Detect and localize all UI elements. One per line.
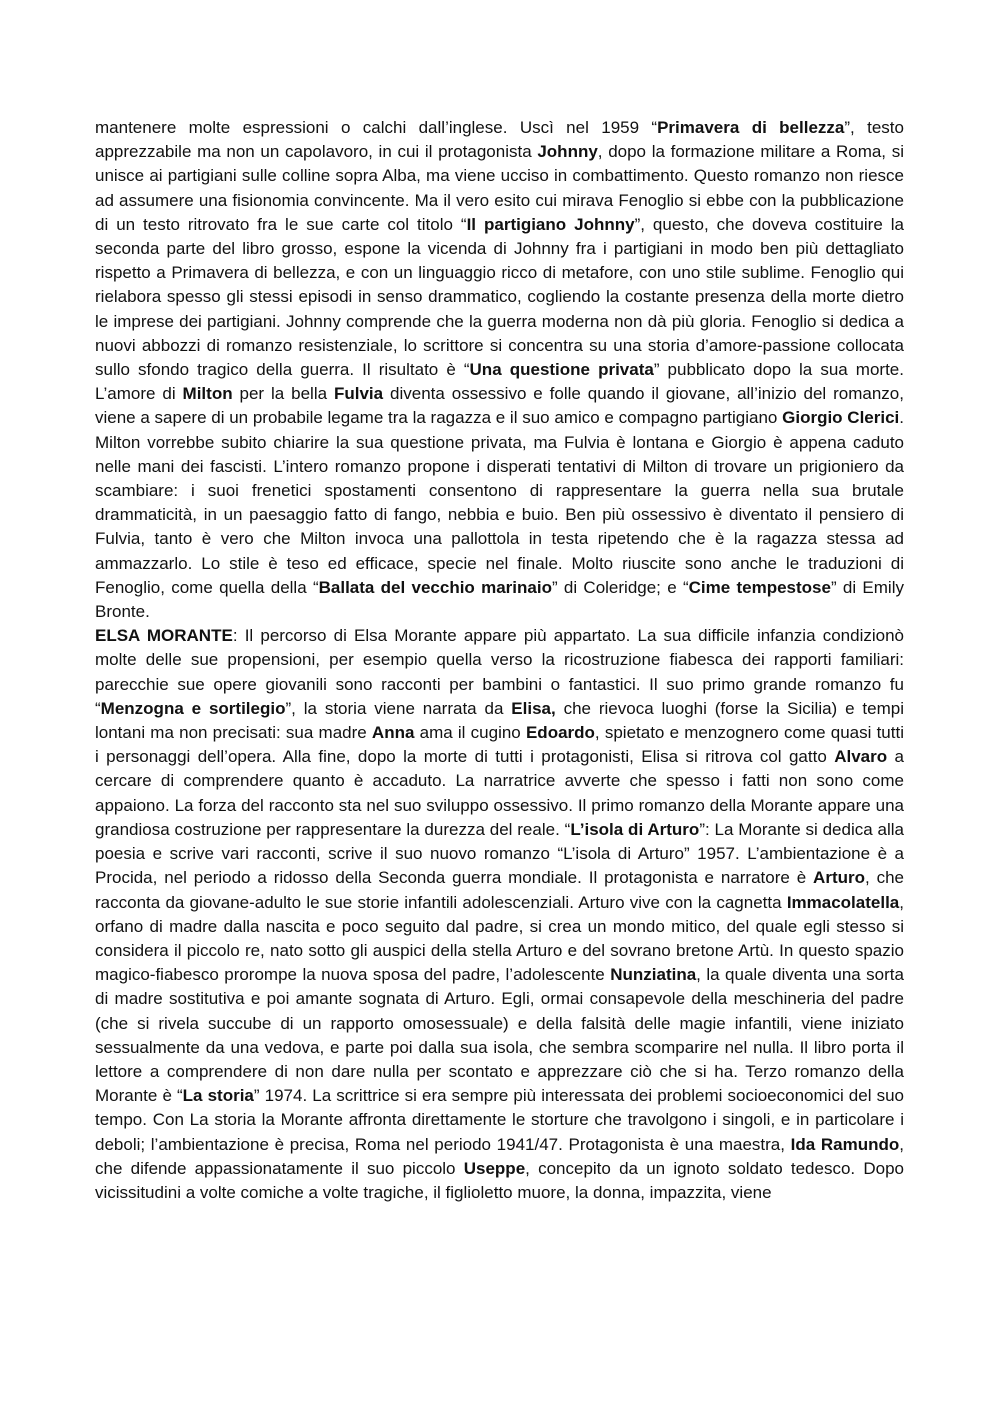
bold-term: Ida Ramundo <box>790 1134 900 1154</box>
text-run: . Milton vorrebbe subito chiarire la sua questione privata, ma Fulvia è lontana e Giorgio è appena caduto nelle mani dei fascisti. L’intero romanzo propone i disperati tentativi di Milton di trovare un prigioniero da scambiare: i suoi frenetici spostamenti consentono di rappresentare la guerra nella sua brutale drammaticità, in un paesaggio fatto di fango, nebbia e buio. Ben più ossessivo è diventato il pensiero di Fulvia, tanto è vero che Milton invoca una pallottola in testa ripetendo che è la ragazza stessa ad ammazzarlo. Lo stile è teso ed efficace, specie nel finale. Molto riuscite sono anche le traduzioni di Fenoglio, come quella della “ <box>95 408 904 597</box>
bold-term: Primavera di bellezza <box>657 118 845 137</box>
text-run: , dopo la formazione militare a Roma, si unisce ai partigiani sulle colline sopra Alba, ma viene ucciso in combattimento. Questo romanzo non riesce ad assumere una fisionomia convincente. Ma il vero esito cui mirava Fenoglio si ebbe con la pubblicazione di un testo ritrovato fra le sue carte col titolo “ <box>95 142 904 234</box>
text-run: , la quale diventa una sorta di madre sostitutiva e poi amante sognata di Arturo. Egli, ormai consapevole della meschineria del padre (che si rivela succube di un rapporto omosessuale) e della falsità delle magie infantili, viene iniziato sessualmente da una vedova, e parte poi dalla sua isola, che sembra scomparire nel nulla. Il libro porta il lettore a comprendere di non dare nulla per scontato e apprezzare ciò che si ha. Terzo romanzo della Morante è “ <box>95 965 904 1106</box>
bold-term: Useppe <box>463 1158 526 1178</box>
text-run: , spietato e menzognero come quasi tutti i personaggi dell’opera. Alla fine, dopo la morte di tutti i protagonisti, Elisa si ritrova col gatto <box>95 723 904 767</box>
text-run: , che difende appassionatamente il suo piccolo <box>95 1134 904 1178</box>
paragraph-fenoglio <box>95 116 904 624</box>
document-page <box>95 116 904 1205</box>
text-run: diventa ossessivo e folle quando il giovane, all’inizio del romanzo, viene a sapere di un probabile legame tra la ragazza e il suo amico e compagno partigiano <box>95 384 904 428</box>
text-run: mantenere molte espressioni o calchi dall’inglese. Uscì nel 1959 “ <box>95 118 658 137</box>
text-run: ama il cugino <box>414 723 526 743</box>
bold-term: Elisa, <box>511 698 556 718</box>
text-run: ” 1974. La scrittrice si era sempre più interessata dei problemi socioeconomici del suo tempo. Con La storia la Morante affronta direttamente le storture che travolgono i singoli, e in particolare i deboli; l’ambientazione è precisa, Roma nel periodo 1941/47. Protagonista è una maestra, <box>95 1086 904 1154</box>
bold-term: Edoardo <box>525 723 595 743</box>
bold-term: Nunziatina <box>610 965 697 985</box>
bold-term: Anna <box>371 723 415 743</box>
text-run: ”, testo apprezzabile ma non un capolavoro, in cui il protagonista <box>95 118 904 162</box>
bold-term: Il partigiano Johnny <box>466 214 635 234</box>
bold-term: Milton <box>182 384 233 404</box>
bold-term: Ballata del vecchio marinaio <box>318 577 552 597</box>
bold-term: Menzogna e sortilegio <box>100 698 286 718</box>
bold-term: La storia <box>182 1086 254 1106</box>
bold-term: Arturo <box>813 868 865 888</box>
bold-term: Cime tempestose <box>688 577 831 597</box>
bold-term: ELSA MORANTE <box>95 626 233 646</box>
text-run: ” di Emily Bronte. <box>95 577 904 622</box>
bold-term: Fulvia <box>333 384 384 404</box>
text-run: per la bella <box>232 384 334 404</box>
bold-term: Johnny <box>537 142 598 162</box>
text-run: a cercare di comprendere quanto è accaduto. La narratrice avverte che spesso i fatti non sono come appaiono. La forza del racconto sta nel suo sviluppo ossessivo. Il primo romanzo della Morante appare una grandiosa costruzione per rappresentare la durezza del reale. “ <box>95 747 904 839</box>
text-run: ”, questo, che doveva costituire la seconda parte del libro grosso, espone la vicenda di Johnny fra i partigiani in modo ben più dettagliato rispetto a Primavera di bellezza, e con un linguaggio ricco di metafore, con uno stile sublime. Fenoglio qui rielabora spesso gli stessi episodi in senso drammatico, cogliendo la costante presenza della morte dietro le imprese dei partigiani. Johnny comprende che la guerra moderna non dà più gloria. Fenoglio si dedica a nuovi abbozzi di romanzo resistenziale, lo scrittore si concentra su una storia d’amore-passione collocata sullo sfondo tragico della guerra. Il risultato è “ <box>95 214 904 380</box>
bold-term: L’isola di Arturo <box>570 819 700 839</box>
text-run: , concepito da un ignoto soldato tedesco. Dopo vicissitudini a volte comiche a volte tragiche, il figlioletto muore, la donna, impazzita, viene <box>95 1158 904 1202</box>
text-run: , orfano di madre dalla nascita e poco seguito dal padre, si crea un mondo mitico, del quale egli stesso si considera il piccolo re, nato sotto gli auspici della stella Arturo e del sovrano bretone Artù. In questo spazio magico-fiabesco prorompe la nuova sposa del padre, l’adolescente <box>95 892 904 985</box>
text-run: ” pubblicato dopo la sua morte. L’amore di <box>95 360 904 404</box>
bold-term: Immacolatella <box>786 892 900 912</box>
text-run: ” di Coleridge; e “ <box>551 577 689 597</box>
bold-term: Giorgio Clerici <box>782 408 900 428</box>
text-run: ”, la storia viene narrata da <box>285 698 512 718</box>
bold-term: Alvaro <box>834 747 888 767</box>
text-run: che rievoca luoghi (forse la Sicilia) e tempi lontani ma non precisati: sua madre <box>95 698 904 743</box>
text-run: : Il percorso di Elsa Morante appare più appartato. La sua difficile infanzia condizionò molte delle sue propensioni, per esempio quella verso la ricostruzione fiabesca dei rapporti familiari: parecchie sue opere giovanili sono racconti per bambini o fantastici. Il suo primo grande romanzo fu “ <box>95 626 904 718</box>
text-run: ”: La Morante si dedica alla poesia e scrive vari racconti, scrive il suo nuovo romanzo “L’isola di Arturo” 1957. L’ambientazione è a Procida, nel periodo a ridosso della Seconda guerra mondiale. Il protagonista e narratore è <box>95 819 904 888</box>
bold-term: Una questione privata <box>469 360 654 380</box>
text-run: , che racconta da giovane-adulto le sue storie infantili adolescenziali. Arturo vive con la cagnetta <box>95 868 905 912</box>
paragraph-elsa-morante <box>95 624 904 1205</box>
